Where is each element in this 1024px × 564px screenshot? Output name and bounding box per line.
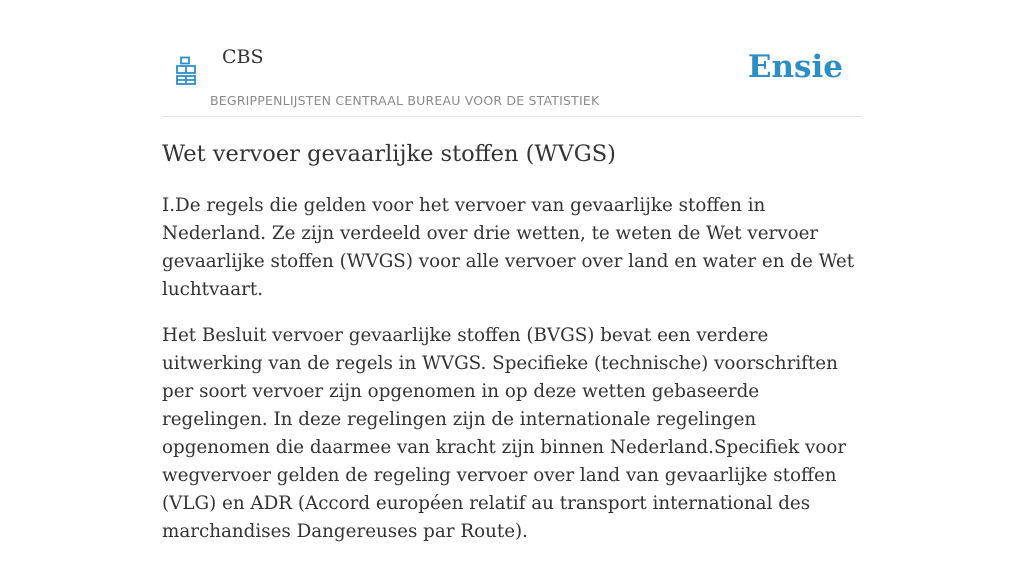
definition-paragraph-1: I.De regels die gelden voor het vervoer van gevaarlijke stoffen in Nederland. Ze zijn verdeeld over drie wetten, te weten de Wet vervoer gevaarlijke stoffen (WVGS) voor alle vervoer over land en water en de Wet luchtvaart.: [162, 195, 855, 300]
cbs-logo-icon[interactable]: [175, 56, 197, 86]
definition-paragraph-2: Het Besluit vervoer gevaarlijke stoffen (BVGS) bevat een verdere uitwerking van de regels in WVGS. Specifieke (technische) voorschriften per soort vervoer zijn opgenomen in op deze wetten gebaseerde regelingen. In deze regelingen zijn de internationale regelingen opgenomen die daarmee van kracht zijn binnen Nederland.Specifiek voor wegvervoer gelden de regeling vervoer over land van gevaarlijke stoffen (VLG) en ADR (Accord européen relatif au transport international des marchandises Dangereuses par Route).: [162, 325, 847, 542]
org-subtitle: BEGRIPPENLIJSTEN CENTRAAL BUREAU VOOR DE STATISTIEK: [210, 93, 600, 108]
article: [162, 136, 862, 564]
page-title: Wet vervoer gevaarlijke stoffen (WVGS): [162, 141, 616, 167]
org-name[interactable]: CBS: [222, 46, 264, 68]
ensie-brand-link[interactable]: Ensie: [747, 49, 843, 85]
site-header: [162, 0, 862, 117]
